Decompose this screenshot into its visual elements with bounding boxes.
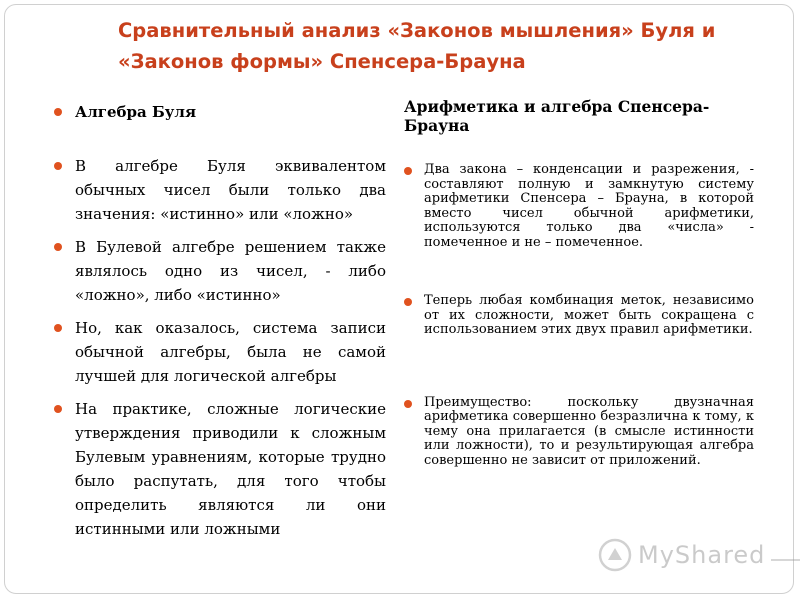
right-bullet-3: Преимущество: поскольку двузначная арифметика совершенно безразлична к тому, к чему она прилагается (в смысле истинности или ложности), то и результирующая алгебра совершенно не зависит от приложений.	[404, 396, 754, 469]
left-bullet-4: На практике, сложные логические утверждения приводили к сложным Булевым уравнениям, которые трудно было распутать, для того чтобы определить являются ли они истинными или ложными	[54, 397, 386, 541]
left-bullet-2: В Булевой алгебре решением также являлось одно из чисел, - либо «ложно», либо «истинно»	[54, 235, 386, 307]
left-bullet-1: В алгебре Буля эквивалентом обычных чисел были только два значения: «истинно» или «ложно»	[54, 154, 386, 226]
right-heading: Арифметика и алгебра Спенсера-Брауна	[404, 97, 710, 135]
left-column	[54, 100, 386, 541]
right-bullet-2: Теперь любая комбинация меток, независимо от их сложности, может быть сокращена с использованием этих двух правил арифметики.	[404, 294, 754, 338]
right-column	[404, 97, 754, 468]
myshared-logo-icon	[598, 538, 632, 572]
left-heading: Алгебра Буля	[54, 100, 386, 124]
right-bullet-1: Два закона – конденсации и разрежения, - составляют полную и замкнутую систему арифметики Спенсера – Брауна, в которой вместо чисел обычной арифметики, используются только два «числа» - помеченное и не – помеченное.	[404, 163, 754, 250]
watermark-text: MyShared	[638, 541, 766, 569]
myshared-watermark	[598, 538, 800, 572]
watermark-underline	[771, 559, 800, 561]
slide-title: Сравнительный анализ «Законов мышления» Буля и «Законов формы» Спенсера-Брауна	[118, 19, 716, 73]
left-bullet-3: Но, как оказалось, система записи обычной алгебры, была не самой лучшей для логической алгебры	[54, 316, 386, 388]
